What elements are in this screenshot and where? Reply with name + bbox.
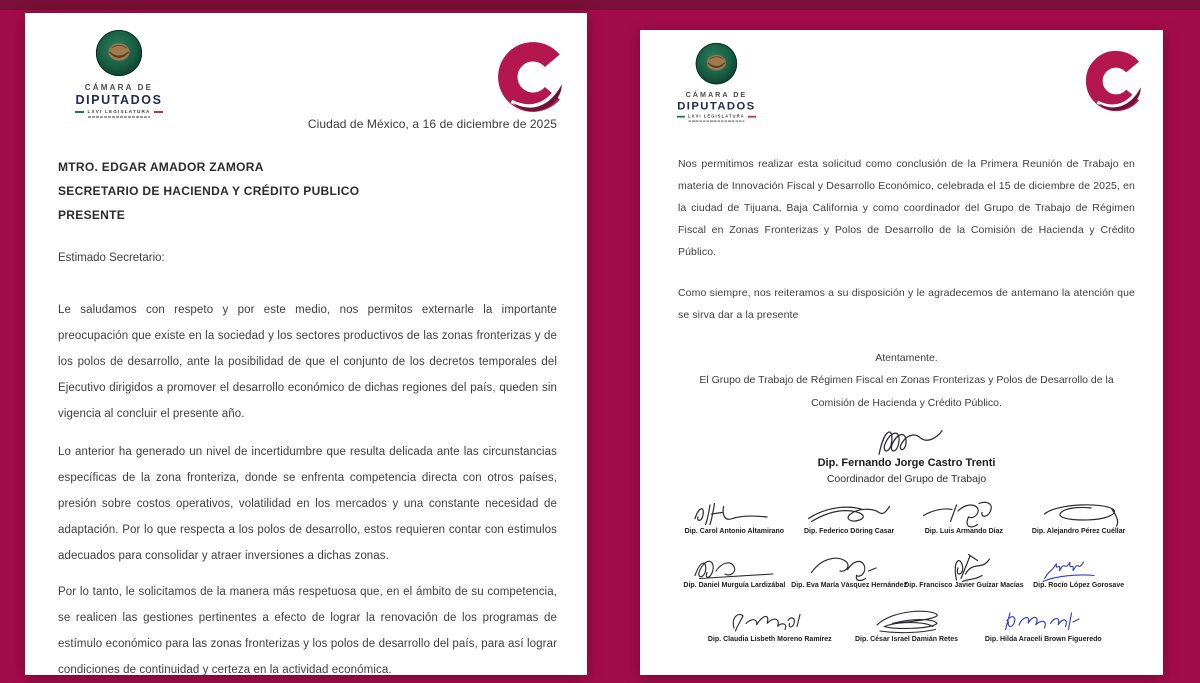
coordinator-role: Coordinador del Grupo de Trabajo [826, 473, 987, 485]
signature-cell [680, 553, 789, 591]
paragraph-2: Lo anterior ha generado un nivel de incertidumbre que resulta delicada ante las circunstancias específicas de la zona fronteriza, donde se enfrenta competencia directa con otros países, presión sobre costos operativos, volatilidad en los mercados y una constante necesidad de adaptación. Por lo que respecta a los polos de desarrollo, estos requieren contar con estimulos adecuados para consolidar y atraer inversiones a dichas zonas. [58, 446, 557, 562]
atentamente-line: Atentamente. [875, 352, 938, 364]
signature-squiggle [1027, 553, 1131, 583]
paragraph-5: Como siempre, nos reiteramos a su disposición y le agradecemos de antemano la atención que se sirva dar a la presente [678, 287, 1135, 321]
signature-row-2 [678, 553, 1135, 591]
signatory-name: Dip. Alejandro Pérez Cuéllar [1031, 528, 1126, 535]
signature-cell [904, 553, 1024, 591]
signature-cell [979, 607, 1108, 645]
signature-squiggle [841, 420, 973, 456]
signature-squiggle [718, 607, 822, 637]
recipient-title: SECRETARIO DE HACIENDA Y CRÉDITO PUBLICO [58, 184, 360, 198]
signature-squiggle [912, 553, 1016, 583]
signature-cell [910, 499, 1019, 537]
date-line: Ciudad de México, a 16 de diciembre de 2025 [307, 117, 557, 131]
paragraph-1: Le saludamos con respeto y por este medio, nos permitos externarle la importante preocupación que existe en la sociedad y los sectores productivos de las zonas fronterizas y de los polos de desarrollo, ante la posibilidad de que el conjunto de los decretos temporales del Ejecutivo dirigidos a promover el desarrollo económico de dichas regiones del país, queden sin vigencia al concluir el presente año. [58, 304, 557, 420]
logo-text-legislatura [75, 109, 162, 114]
letter-page-1 [25, 13, 587, 675]
signature-squiggle [797, 553, 901, 583]
signature-squiggle [991, 607, 1095, 637]
logo-text-camara-de: CÁMARA DE [84, 83, 154, 92]
letter-page-2 [640, 30, 1163, 675]
paragraph-4: Nos permitimos realizar esta solicitud como conclusión de la Primera Reunión de Trabajo en materia de Innovación Fiscal y Desarrollo Económico, celebrada el 15 de diciembre de 2025, en la ciudad de Tijuana, Baja California y como coordinador del Grupo de Trabajo de Régimen Fiscal en Zonas Fronterizas y Polos de Desarrollo de la Comisión de Hacienda y Crédito Público. [678, 158, 1135, 258]
signature-row-1 [678, 499, 1135, 537]
signature-cell [791, 553, 908, 591]
salutation: Estimado Secretario: [58, 252, 165, 264]
signature-row-3 [703, 607, 1109, 645]
signature-cell [842, 607, 971, 645]
signatory-name: Dip. César Israel Damián Retes [854, 636, 959, 643]
closing-group-line: El Grupo de Trabajo de Régimen Fiscal en Zonas Fronterizas y Polos de Desarrollo de la Comisión de Hacienda y Crédito Público. [699, 374, 1114, 409]
signature-cell [680, 499, 789, 537]
logo-text-diputados: DIPUTADOS [75, 93, 163, 107]
recipient-block [58, 155, 557, 227]
signatory-name: Dip. Daniel Murguía Lardizábal [683, 582, 786, 589]
signatory-name: Dip. Luis Armando Díaz [924, 528, 1004, 535]
green-dash [677, 115, 685, 117]
coordinator-signature-block [678, 420, 1135, 486]
logo-subtext-line [88, 116, 150, 118]
paragraph-3: Por lo tanto, le solicitamos de la manera más respetuosa que, en el ámbito de su competencia, se realicen las gestiones pertinentes a efecto de lograr la renovación de los programas de estímulo económico para las zonas fronterizas y los polos de desarrollo del país, para así lograr condiciones de continuidad y certeza en la actividad económica. [58, 586, 557, 676]
logo-subtext-line [689, 120, 745, 122]
signatory-name: Dip. Francisco Javier Guízar Macías [904, 582, 1024, 589]
red-dash [747, 115, 755, 117]
recipient-name: MTRO. EDGAR AMADOR ZAMORA [58, 160, 264, 174]
logo-legislatura-label: LXVI LEGISLATURA [688, 114, 745, 119]
signature-squiggle [1027, 499, 1131, 529]
letter-body-2 [640, 30, 1163, 645]
eagle-emblem-icon [95, 29, 143, 77]
logo-legislatura-label: LXVI LEGISLATURA [87, 109, 151, 114]
signature-squiggle [912, 499, 1016, 529]
signatory-name: Dip. Federico Döring Casar [803, 528, 895, 535]
logo-text-diputados: DIPUTADOS [677, 99, 756, 113]
c-logo-icon [1085, 50, 1147, 112]
coordinator-name: Dip. Fernando Jorge Castro Trenti [817, 457, 996, 469]
signature-cell [1024, 553, 1133, 591]
signature-cell [705, 607, 834, 645]
signature-squiggle [797, 499, 901, 529]
recipient-presente: PRESENTE [58, 208, 126, 222]
signature-squiggle [682, 499, 786, 529]
signature-squiggle [855, 607, 959, 637]
logo-text-legislatura [677, 114, 755, 119]
signature-squiggle [682, 553, 786, 583]
top-banner-strip [0, 0, 1200, 10]
signatory-name: Dip. Hilda Araceli Brown Figueredo [984, 636, 1102, 643]
eagle-emblem-icon [695, 42, 738, 85]
signature-cell [795, 499, 904, 537]
signatory-name: Dip. Rocío López Gorosave [1033, 582, 1125, 589]
camara-diputados-logo [59, 29, 179, 118]
red-dash [154, 111, 163, 113]
signatory-name: Dip. Carol Antonio Altamirano [684, 528, 785, 535]
c-logo-icon [497, 41, 569, 113]
green-dash [75, 111, 84, 113]
signature-cell [1024, 499, 1133, 537]
logo-text-camara-de: CÁMARA DE [685, 90, 748, 99]
signatory-name: Dip. Eva María Vásquez Hernández [791, 582, 908, 589]
camara-diputados-logo [666, 42, 767, 122]
signatory-name: Dip. Claudia Lisbeth Moreno Ramírez [707, 636, 832, 643]
